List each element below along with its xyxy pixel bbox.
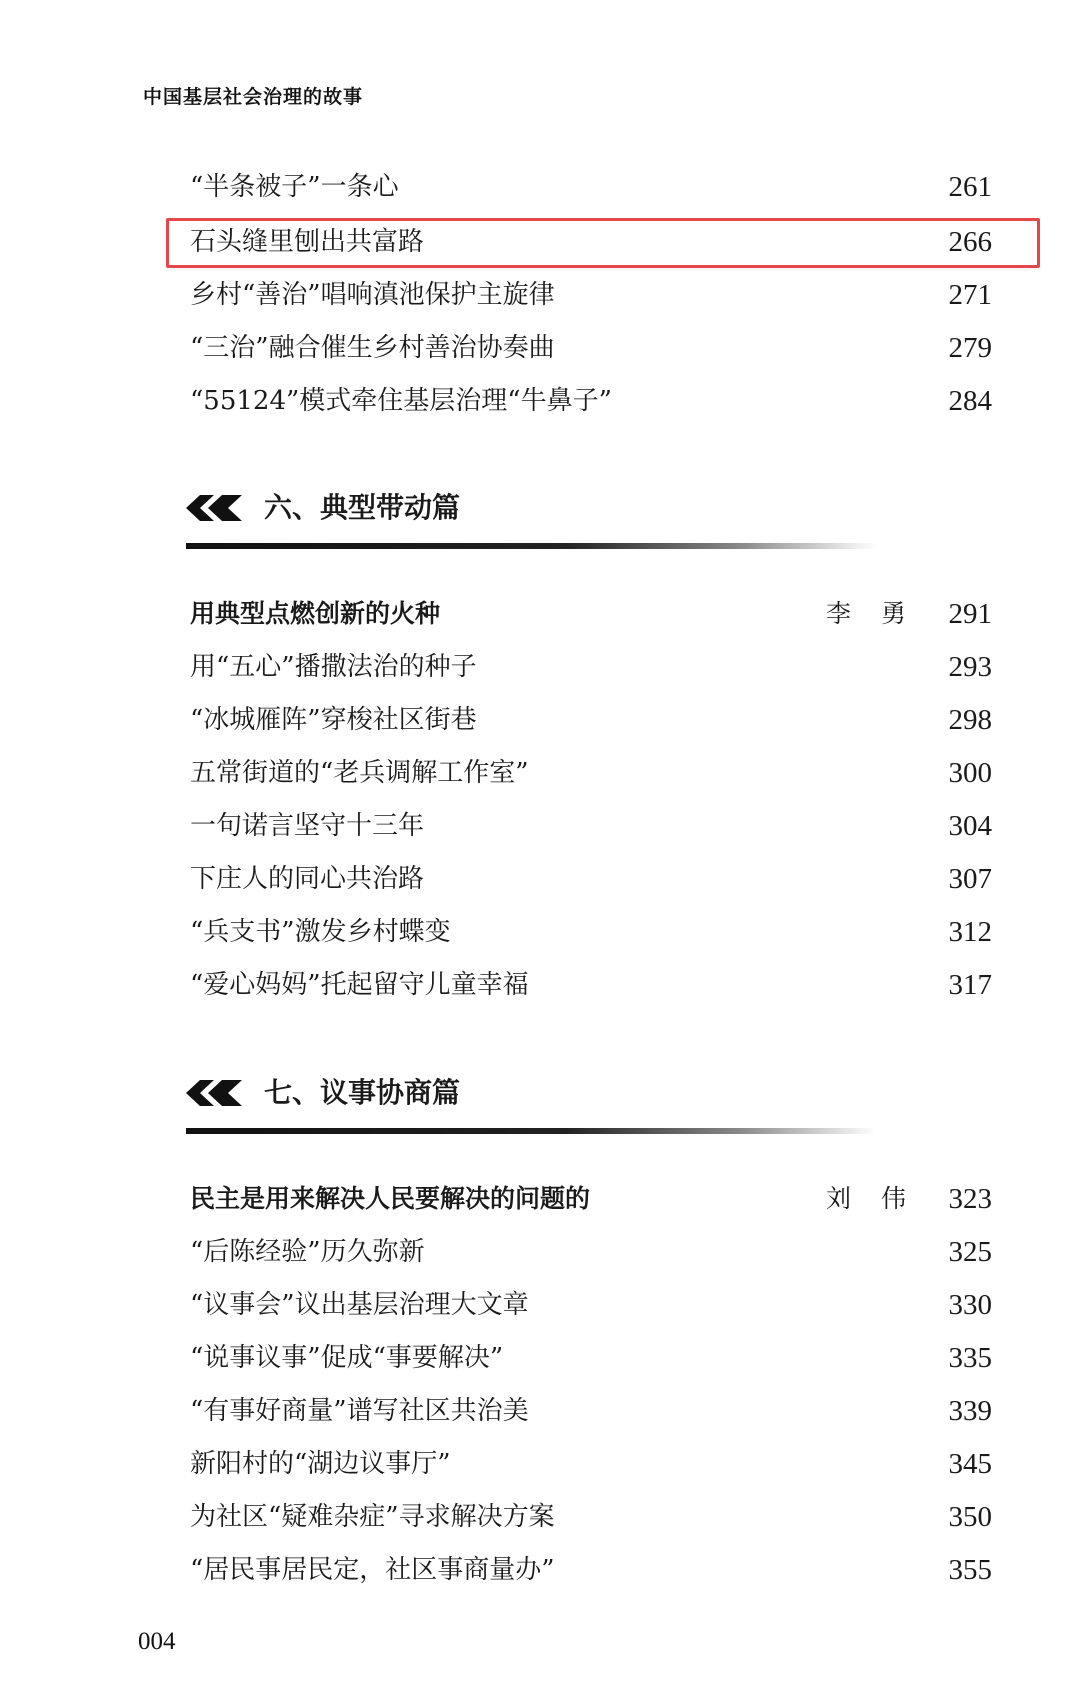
toc-entry[interactable] bbox=[0, 1440, 1080, 1488]
section-heading-6 bbox=[186, 485, 886, 555]
entry-title: 用典型点燃创新的火种 bbox=[190, 599, 441, 628]
toc-entry[interactable] bbox=[0, 271, 1080, 319]
entry-page: 355 bbox=[948, 1554, 992, 1586]
entry-title: “55124”模式牵住基层治理“牛鼻子” bbox=[190, 386, 612, 416]
toc-entry[interactable] bbox=[0, 324, 1080, 372]
entry-title: 石头缝里刨出共富路 bbox=[190, 227, 425, 257]
entry-page: 291 bbox=[948, 598, 992, 630]
entry-page: 261 bbox=[948, 171, 992, 203]
page-number: 004 bbox=[138, 1628, 176, 1655]
toc-entry[interactable] bbox=[0, 1493, 1080, 1541]
toc-entry[interactable] bbox=[0, 1334, 1080, 1382]
toc-entry[interactable] bbox=[0, 1281, 1080, 1329]
toc-lead-entry[interactable] bbox=[0, 590, 1080, 638]
entry-page: 300 bbox=[948, 757, 992, 789]
running-header: 中国基层社会治理的故事 bbox=[143, 86, 364, 108]
toc-lead-entry[interactable] bbox=[0, 1175, 1080, 1223]
toc-entry[interactable] bbox=[0, 802, 1080, 850]
entry-title: “三治”融合催生乡村善治协奏曲 bbox=[190, 333, 555, 363]
entry-page: 279 bbox=[948, 332, 992, 364]
entry-title: “说事议事”促成“事要解决” bbox=[190, 1343, 504, 1373]
toc-entry[interactable] bbox=[0, 1228, 1080, 1276]
entry-page: 325 bbox=[948, 1236, 992, 1268]
entry-title: 一句诺言坚守十三年 bbox=[190, 811, 425, 841]
entry-page: 312 bbox=[948, 916, 992, 948]
entry-title: 为社区“疑难杂症”寻求解决方案 bbox=[190, 1502, 555, 1532]
toc-entry[interactable] bbox=[0, 855, 1080, 903]
toc-entry[interactable] bbox=[0, 643, 1080, 691]
entry-title: “兵支书”激发乡村蝶变 bbox=[190, 917, 451, 947]
entry-page: 330 bbox=[948, 1289, 992, 1321]
entry-page: 317 bbox=[948, 969, 992, 1001]
entry-title: 用“五心”播撒法治的种子 bbox=[190, 652, 477, 682]
entry-title: 下庄人的同心共治路 bbox=[190, 864, 425, 894]
toc-entry[interactable] bbox=[0, 749, 1080, 797]
double-chevron-icon bbox=[186, 493, 244, 523]
entry-page: 339 bbox=[948, 1395, 992, 1427]
entry-title: “爱心妈妈”托起留守儿童幸福 bbox=[190, 970, 529, 1000]
entry-title: “议事会”议出基层治理大文章 bbox=[190, 1290, 529, 1320]
entry-title: 乡村“善治”唱响滇池保护主旋律 bbox=[190, 280, 555, 310]
entry-title: 民主是用来解决人民要解决的问题的 bbox=[190, 1184, 591, 1213]
toc-entry[interactable] bbox=[0, 1546, 1080, 1594]
toc-entry[interactable] bbox=[0, 908, 1080, 956]
double-chevron-icon bbox=[186, 1078, 244, 1108]
entry-title: “冰城雁阵”穿梭社区街巷 bbox=[190, 705, 477, 735]
entry-title: 新阳村的“湖边议事厅” bbox=[190, 1449, 451, 1479]
section-rule bbox=[186, 1128, 876, 1134]
entry-page: 307 bbox=[948, 863, 992, 895]
entry-title: “有事好商量”谱写社区共治美 bbox=[190, 1396, 529, 1426]
entry-author: 李勇 bbox=[826, 599, 937, 628]
entry-page: 271 bbox=[948, 279, 992, 311]
toc-entry[interactable] bbox=[0, 696, 1080, 744]
entry-page: 323 bbox=[948, 1183, 992, 1215]
entry-page: 345 bbox=[948, 1448, 992, 1480]
entry-title: “半条被子”一条心 bbox=[190, 172, 399, 202]
section-title: 六、典型带动篇 bbox=[264, 491, 461, 524]
section-heading-7 bbox=[186, 1070, 886, 1140]
entry-page: 298 bbox=[948, 704, 992, 736]
highlight-box bbox=[166, 218, 1040, 268]
toc-entry[interactable] bbox=[0, 1387, 1080, 1435]
entry-author: 刘伟 bbox=[826, 1184, 937, 1213]
entry-page: 304 bbox=[948, 810, 992, 842]
entry-page: 284 bbox=[948, 385, 992, 417]
toc-entry[interactable] bbox=[0, 377, 1080, 425]
section-title: 七、议事协商篇 bbox=[264, 1076, 461, 1109]
entry-title: “后陈经验”历久弥新 bbox=[190, 1237, 425, 1267]
entry-page: 350 bbox=[948, 1501, 992, 1533]
toc-entry[interactable] bbox=[0, 163, 1080, 211]
entry-title: “居民事居民定，社区事商量办” bbox=[190, 1555, 555, 1585]
section-rule bbox=[186, 543, 876, 549]
entry-title: 五常街道的“老兵调解工作室” bbox=[190, 758, 529, 788]
entry-page: 335 bbox=[948, 1342, 992, 1374]
entry-page: 293 bbox=[948, 651, 992, 683]
toc-entry[interactable] bbox=[0, 961, 1080, 1009]
entry-page: 266 bbox=[948, 226, 992, 258]
